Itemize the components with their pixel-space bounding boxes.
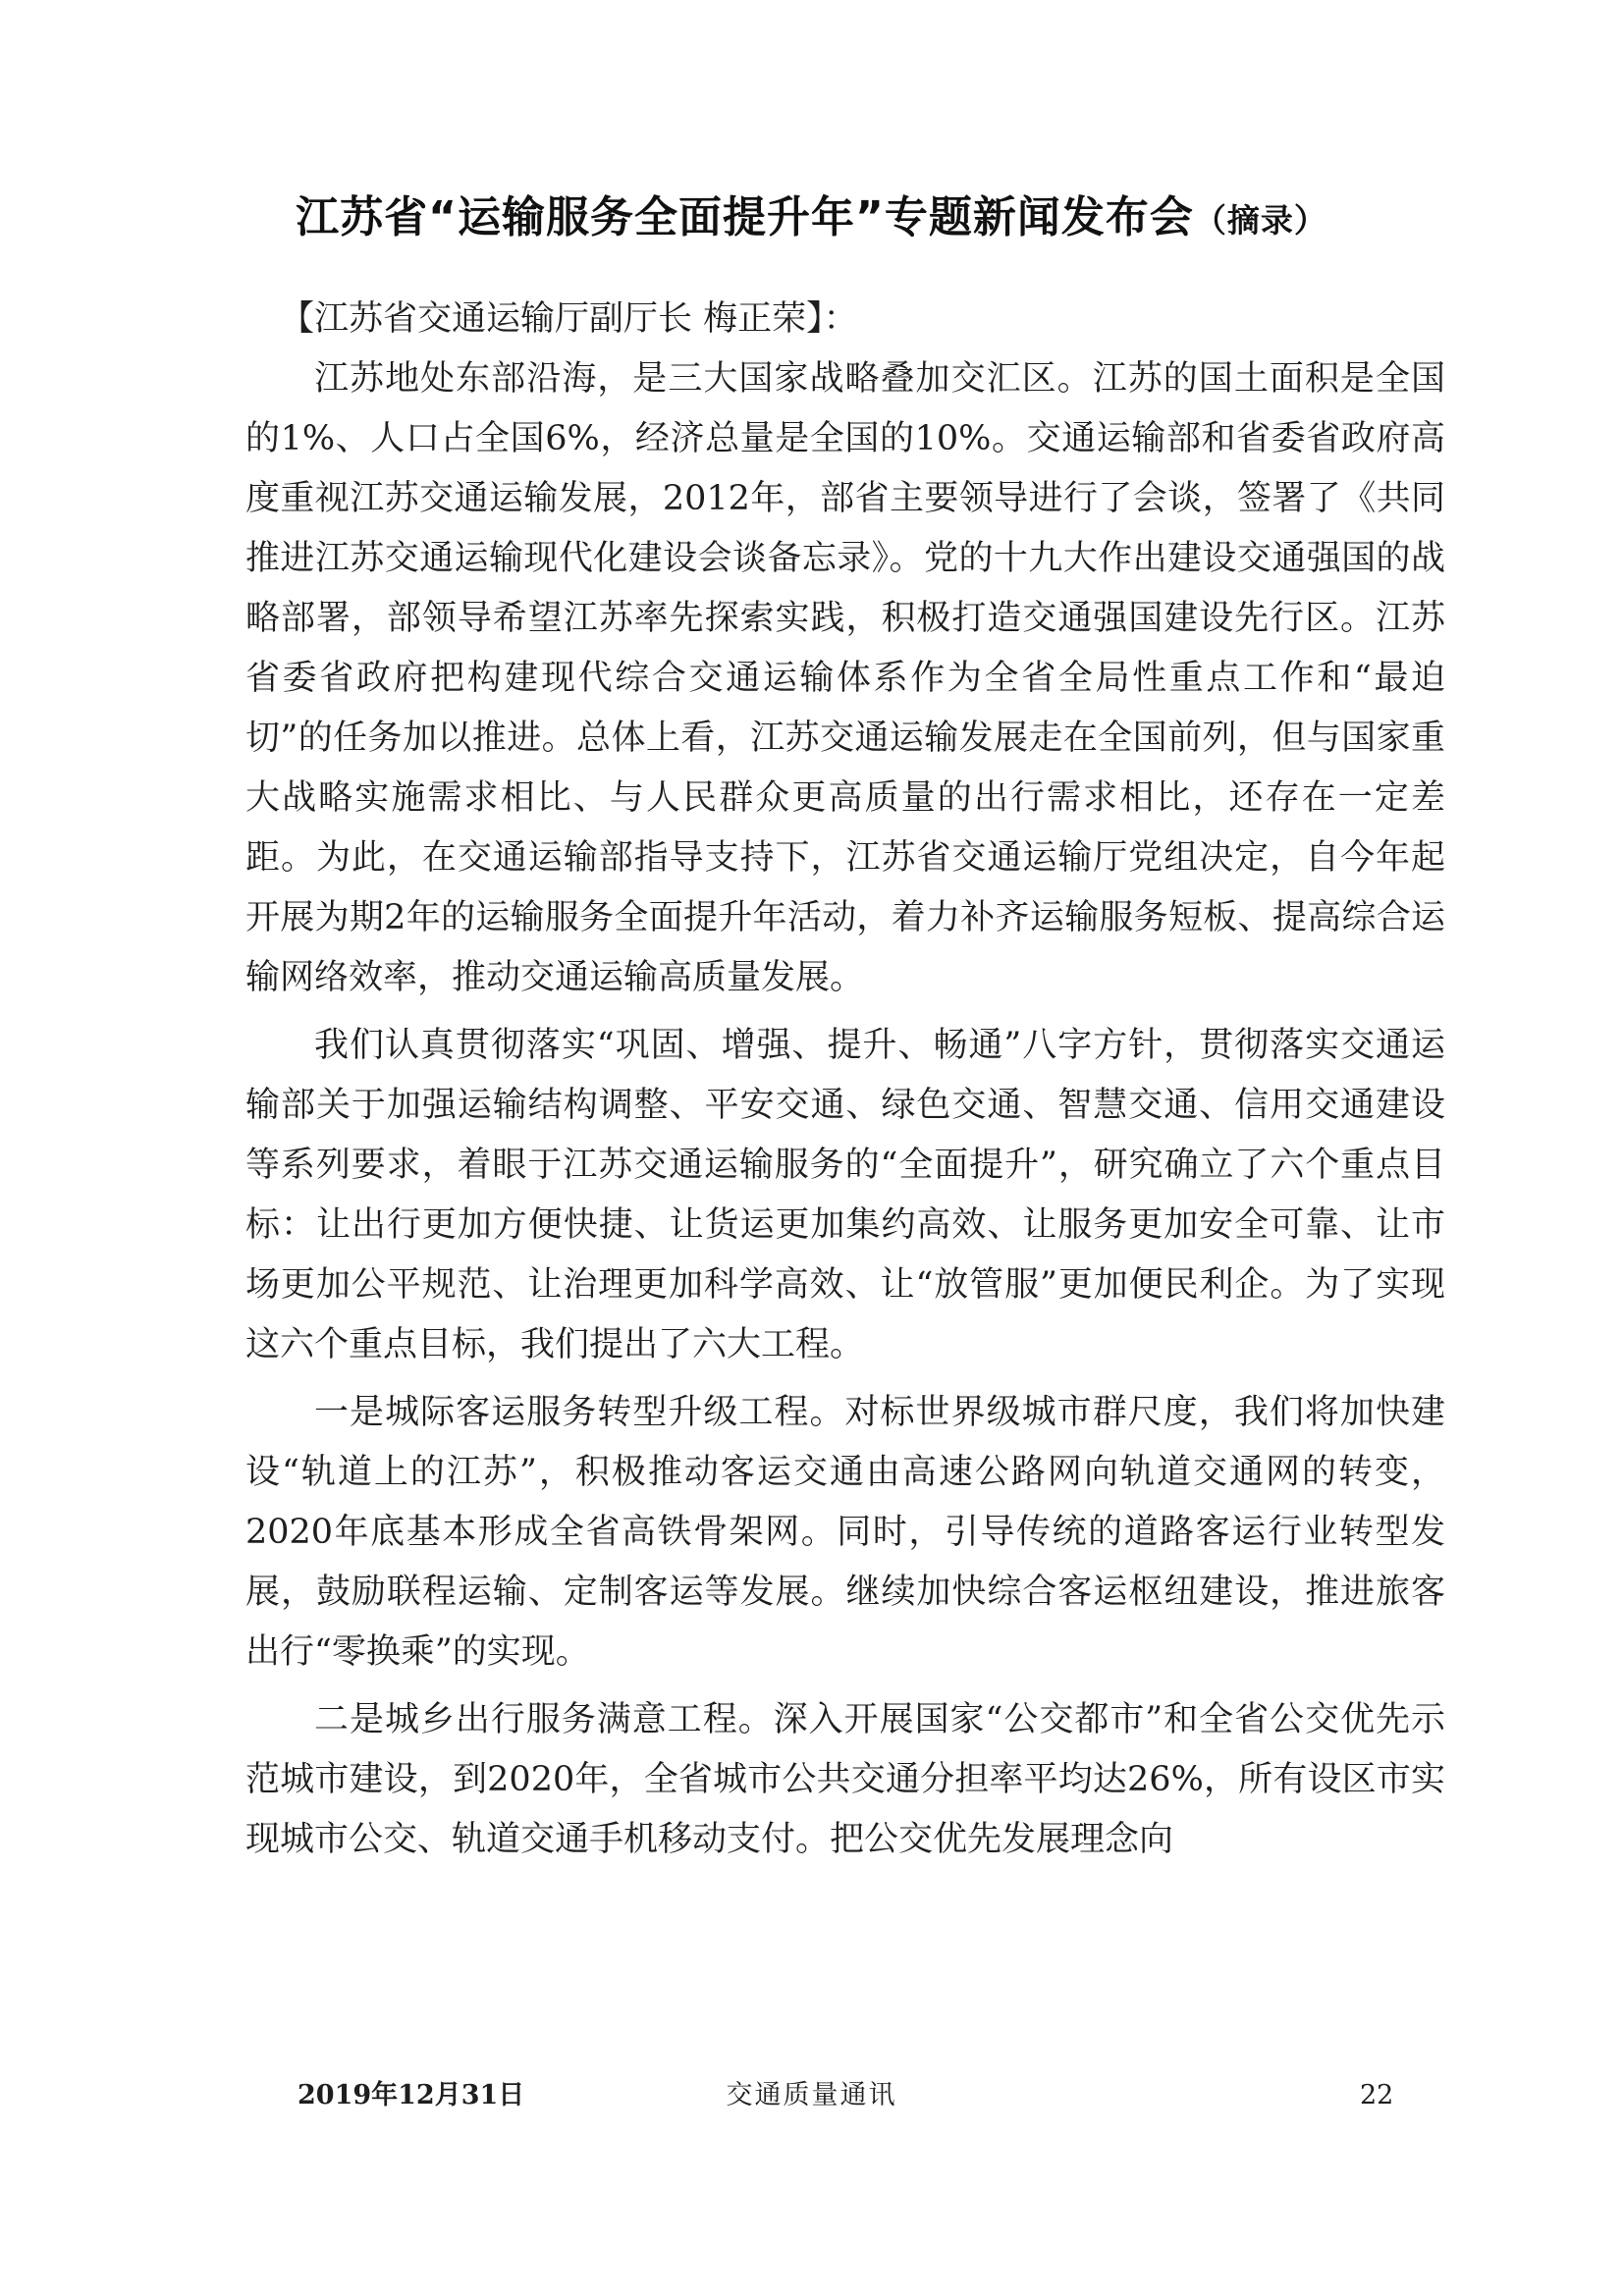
footer-publication: 交通质量通讯 [726, 2080, 897, 2110]
title-main: 江苏省“运输服务全面提升年”专题新闻发布会 [296, 192, 1194, 242]
paragraph-2: 我们认真贯彻落实“巩固、增强、提升、畅通”八字方针，贯彻落实交通运输部关于加强运输结构调整、平安交通、绿色交通、智慧交通、信用交通建设等系列要求，着眼于江苏交通运输服务的“全面提升”，研究确立了六个重点目标：让出行更加方便快捷、让货运更加集约高效、让服务更加安全可靠、让市场更加公平规范、让治理更加科学高效、让“放管服”更加便民利企。为了实现这六个重点目标，我们提出了六大工程。 [245, 1026, 1445, 1364]
footer-date: 2019年12月31日 [298, 2080, 525, 2110]
footer-page-number: 22 [1360, 2080, 1394, 2110]
title-suffix: （摘录） [1193, 201, 1327, 240]
article-body [245, 290, 1445, 1870]
page-title [0, 188, 1623, 250]
paragraph-4: 二是城乡出行服务满意工程。深入开展国家“公交都市”和全省公交优先示范城市建设，到2020年，全省城市公共交通分担率平均达26%，所有设区市实现城市公交、轨道交通手机移动支付。把公交优先发展理念向 [245, 1700, 1445, 1859]
paragraph-1: 江苏地处东部沿海，是三大国家战略叠加交汇区。江苏的国土面积是全国的1%、人口占全国6%，经济总量是全国的10%。交通运输部和省委省政府高度重视江苏交通运输发展，2012年，部省主要领导进行了会谈，签署了《共同推进江苏交通运输现代化建设会谈备忘录》。党的十九大作出建设交通强国的战略部署，部领导希望江苏率先探索实践，积极打造交通强国建设先行区。江苏省委省政府把构建现代综合交通运输体系作为全省全局性重点工作和“最迫切”的任务加以推进。总体上看，江苏交通运输发展走在全国前列，但与国家重大战略实施需求相比、与人民群众更高质量的出行需求相比，还存在一定差距。为此，在交通运输部指导支持下，江苏省交通运输厅党组决定，自今年起开展为期2年的运输服务全面提升年活动，着力补齐运输服务短板、提高综合运输网络效率，推动交通运输高质量发展。 [245, 359, 1445, 997]
speaker-line: 【江苏省交通运输厅副厅长 梅正荣】： [280, 299, 858, 339]
page-footer [0, 2076, 1623, 2115]
paragraph-3: 一是城际客运服务转型升级工程。对标世界级城市群尺度，我们将加快建设“轨道上的江苏”，积极推动客运交通由高速公路网向轨道交通网的转变，2020年底基本形成全省高铁骨架网。同时，引导传统的道路客运行业转型发展，鼓励联程运输、定制客运等发展。继续加快综合客运枢纽建设，推进旅客出行“零换乘”的实现。 [245, 1393, 1445, 1672]
